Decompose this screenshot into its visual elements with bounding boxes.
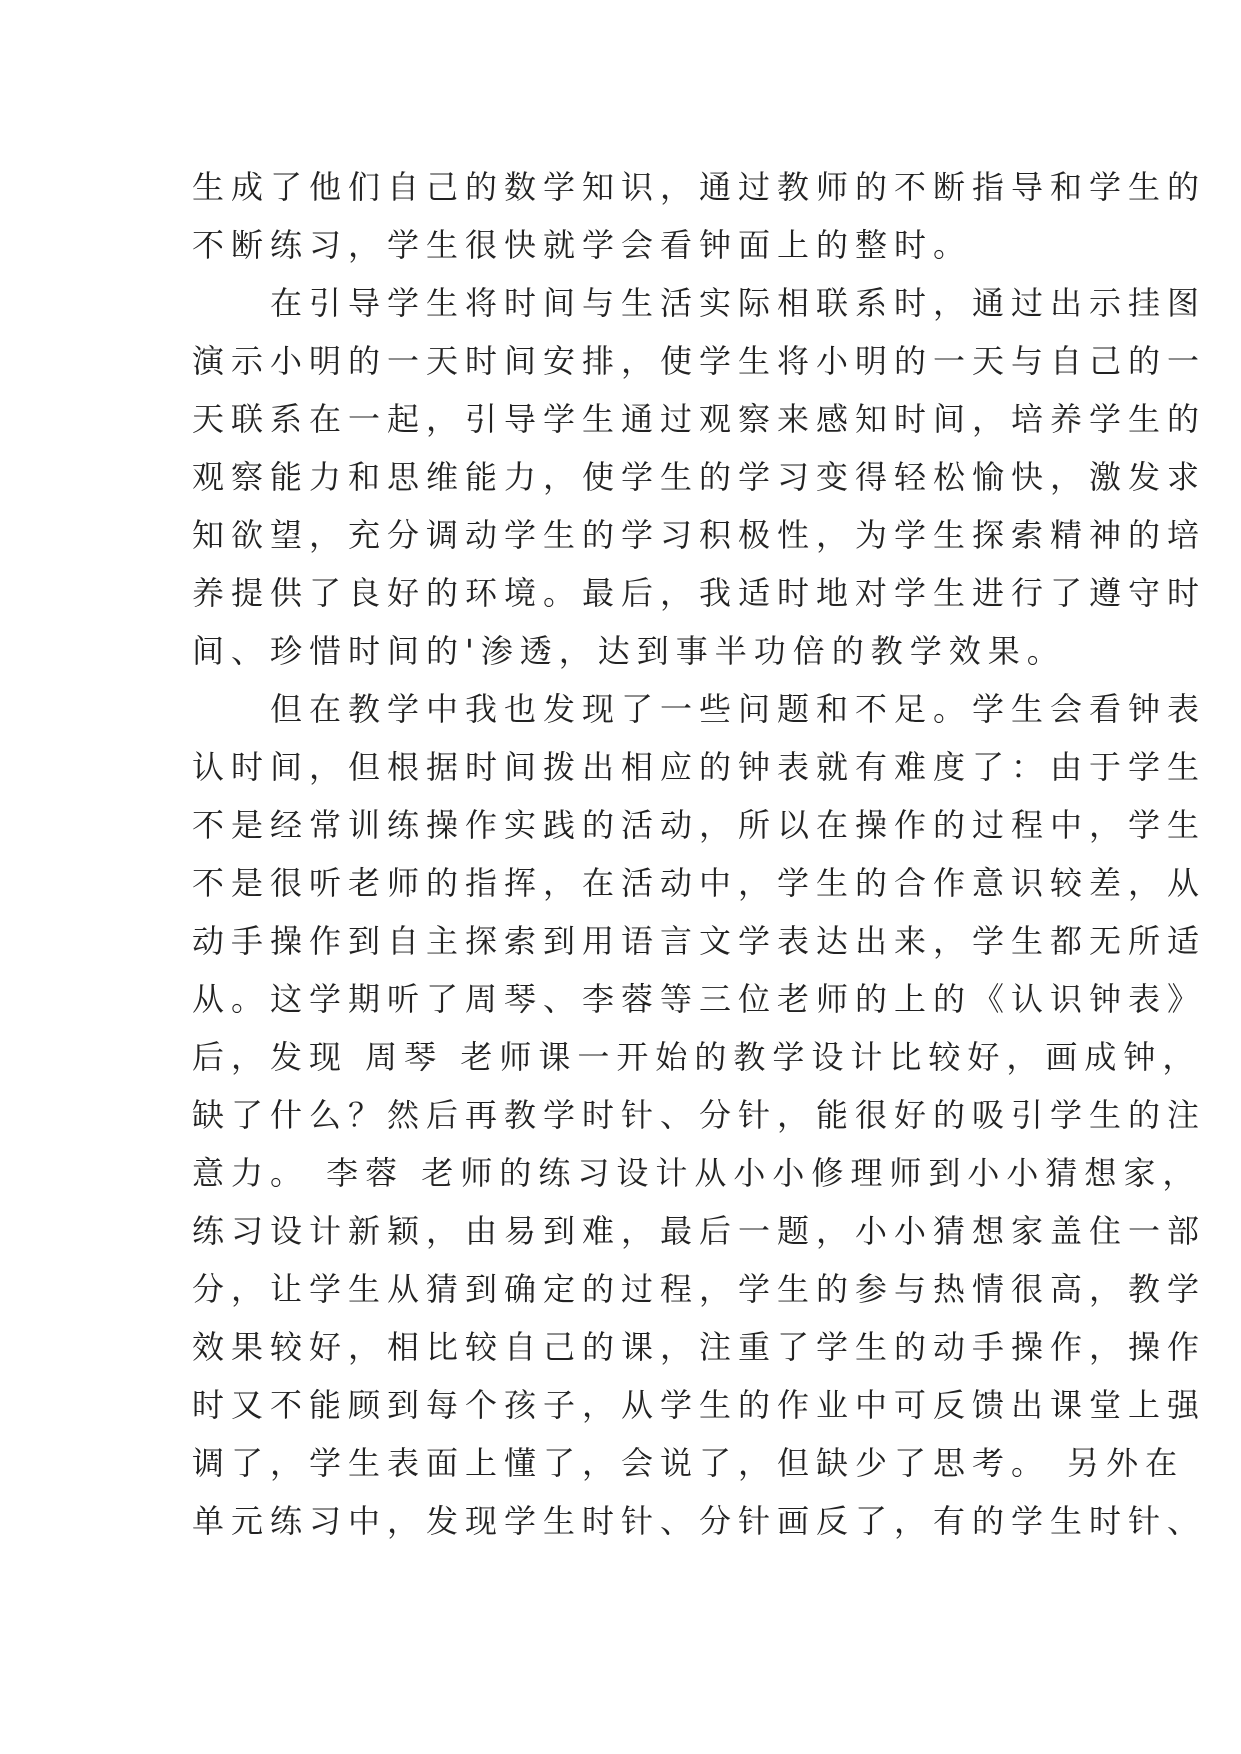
text-line: 认时间，但根据时间拨出相应的钟表就有难度了：由于学生 [192, 748, 1207, 786]
body-text [192, 158, 1207, 1550]
text-line: 演示小明的一天时间安排，使学生将小明的一天与自己的一 [192, 342, 1207, 380]
text-line: 从。这学期听了周琴、李蓉等三位老师的上的《认识钟表》 [192, 980, 1207, 1018]
text-line: 练习设计新颖，由易到难，最后一题，小小猜想家盖住一部 [192, 1212, 1207, 1250]
text-line: 单元练习中，发现学生时针、分针画反了，有的学生时针、 [192, 1502, 1207, 1540]
text-line: 养提供了良好的环境。最后，我适时地对学生进行了遵守时 [192, 574, 1207, 612]
text-line: 缺了什么？然后再教学时针、分针，能很好的吸引学生的注 [192, 1096, 1207, 1134]
text-line: 不是经常训练操作实践的活动，所以在操作的过程中，学生 [192, 806, 1207, 844]
text-line: 观察能力和思维能力，使学生的学习变得轻松愉快，激发求 [192, 458, 1207, 496]
text-line: 动手操作到自主探索到用语言文学表达出来，学生都无所适 [192, 922, 1207, 960]
text-line: 后，发现 周琴 老师课一开始的教学设计比较好，画成钟， [192, 1038, 1202, 1076]
text-line: 间、珍惜时间的'渗透，达到事半功倍的教学效果。 [192, 632, 1066, 670]
text-line: 调了，学生表面上懂了，会说了，但缺少了思考。 另外在 [192, 1444, 1185, 1482]
text-line: 生成了他们自己的数学知识，通过教师的不断指导和学生的 [192, 168, 1207, 206]
text-line: 在引导学生将时间与生活实际相联系时，通过出示挂图 [192, 284, 1207, 322]
text-line: 不是很听老师的指挥，在活动中，学生的合作意识较差，从 [192, 864, 1207, 902]
text-line: 意力。 李蓉 老师的练习设计从小小修理师到小小猜想家， [192, 1154, 1202, 1192]
text-line: 天联系在一起，引导学生通过观察来感知时间，培养学生的 [192, 400, 1207, 438]
text-line: 时又不能顾到每个孩子，从学生的作业中可反馈出课堂上强 [192, 1386, 1207, 1424]
text-line: 效果较好，相比较自己的课，注重了学生的动手操作，操作 [192, 1328, 1207, 1366]
text-line: 但在教学中我也发现了一些问题和不足。学生会看钟表 [192, 690, 1207, 728]
text-line: 不断练习，学生很快就学会看钟面上的整时。 [192, 226, 973, 264]
text-line: 分，让学生从猜到确定的过程，学生的参与热情很高，教学 [192, 1270, 1207, 1308]
text-line: 知欲望，充分调动学生的学习积极性，为学生探索精神的培 [192, 516, 1207, 554]
